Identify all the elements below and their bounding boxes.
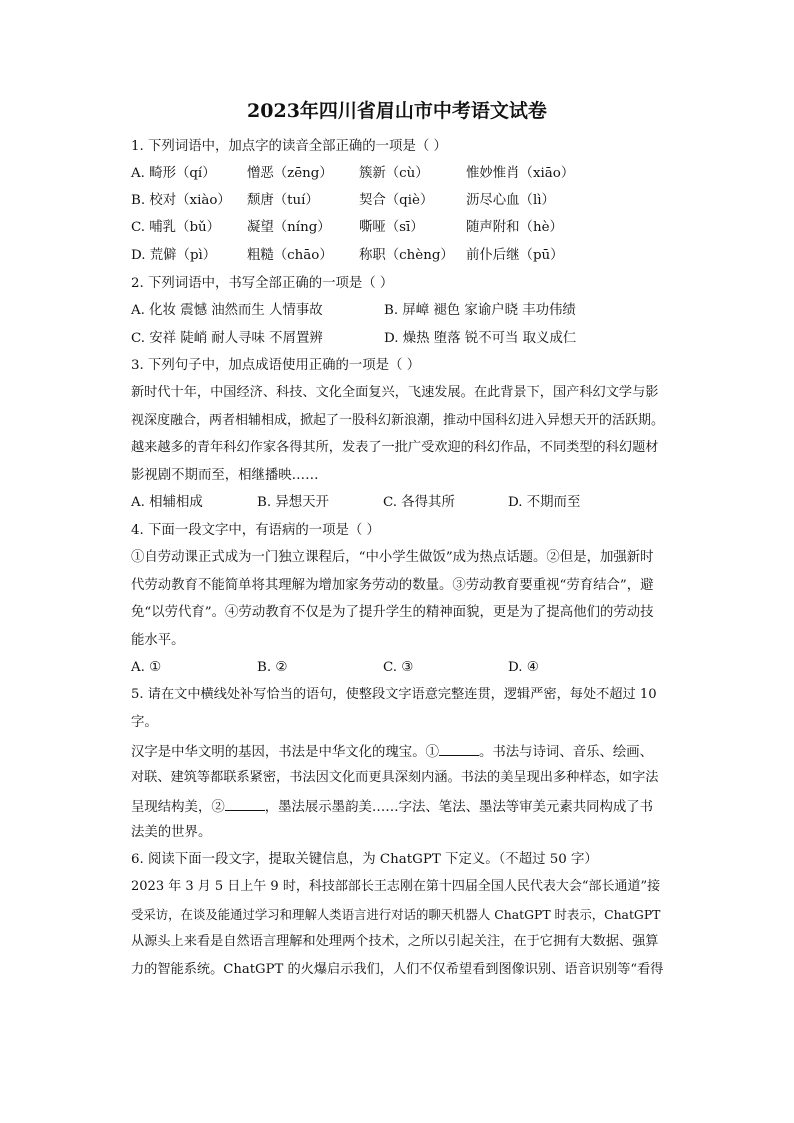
q2-option-c: C. 安祥 陡峭 耐人寻味 不屑置辨	[131, 331, 323, 346]
q1-option-c-3: 嘶哑（sī）	[359, 220, 424, 235]
q6-passage-line: 从源头上来看是自然语言理解和处理两个技术，之所以引起关注，在于它拥有大数据、强算	[131, 934, 659, 949]
q1-option-c-2: 凝望（níng）	[247, 220, 331, 235]
q3-passage-line: 越来越多的青年科幻作家各得其所，发表了一批广受欢迎的科幻作品，不同类型的科幻题材	[131, 440, 659, 455]
q1-option-d-3: 称职（chèng）	[359, 248, 454, 263]
q5-text: ，墨法展示墨韵美……字法、笔法、墨法等审美元素共同构成了书	[264, 800, 654, 815]
q1-option-b-1: B. 校对（xiào）	[131, 193, 231, 208]
blank-2[interactable]	[225, 796, 265, 811]
q5-stem-continued: 字。	[131, 715, 158, 730]
q1-option-a-3: 簇新（cù）	[359, 166, 429, 181]
q1-option-a-2: 憎恶（zēng）	[247, 166, 333, 181]
q1-option-d-4: 前仆后继（pū）	[466, 248, 564, 263]
q6-stem: 6. 阅读下面一段文字，提取关键信息，为 ChatGPT 下定义。（不超过 50 字）	[131, 852, 598, 867]
q4-passage-line: 代劳动教育不能简单将其理解为增加家务劳动的数量。③劳动教育要重视“劳育结合”，避	[131, 578, 654, 593]
q1-option-a-4: 惟妙惟肖（xiāo）	[466, 166, 575, 181]
q4-option-d: D. ④	[508, 660, 539, 675]
q6-passage-line: 2023 年 3 月 5 日上午 9 时，科技部部长王志刚在第十四届全国人民代表大会“部长通道”接	[131, 879, 661, 894]
q3-option-a: A. 相辅相成	[131, 495, 203, 510]
q1-option-b-3: 契合（qiè）	[359, 193, 434, 208]
q3-stem: 3. 下列句子中，加点成语使用正确的一项是（ ）	[131, 358, 421, 373]
q5-passage-line: 法美的世界。	[131, 825, 212, 840]
q5-text: 汉字是中华文明的基因，书法是中华文化的瑰宝。①	[131, 745, 439, 760]
q5-text: 呈现结构美，②	[131, 800, 225, 815]
q5-passage-line	[131, 796, 653, 817]
q5-text: 。书法与诗词、音乐、绘画、	[478, 745, 654, 760]
q1-option-d-2: 粗糙（chāo）	[247, 248, 333, 263]
q1-stem: 1. 下列词语中，加点字的读音全部正确的一项是（ ）	[131, 139, 447, 154]
q6-passage-line: 受采访，在谈及能通过学习和理解人类语言进行对话的聊天机器人 ChatGPT 时表示，ChatGPT	[131, 907, 661, 922]
q3-option-b: B. 异想天开	[257, 495, 329, 510]
q2-stem: 2. 下列词语中，书写全部正确的一项是（ ）	[131, 276, 394, 291]
q4-option-a: A. ①	[131, 660, 162, 675]
q2-option-d: D. 燥热 堕落 锐不可当 取义成仁	[384, 331, 577, 346]
q4-passage-line: 免“以劳代育”。④劳动教育不仅是为了提升学生的精神面貌，更是为了提高他们的劳动技	[131, 605, 654, 620]
q3-option-c: C. 各得其所	[383, 495, 455, 510]
q1-option-c-1: C. 哺乳（bǔ）	[131, 220, 221, 235]
q3-option-d: D. 不期而至	[508, 495, 581, 510]
q2-option-a: A. 化妆 震憾 油然而生 人情事故	[131, 303, 323, 318]
page-title: 2023年四川省眉山市中考语文试卷	[247, 100, 547, 122]
q1-option-d-1: D. 荒僻（pì）	[131, 248, 217, 263]
q4-option-c: C. ③	[383, 660, 414, 675]
q4-passage-line: 能水平。	[131, 633, 185, 648]
q4-passage-line: ①自劳动课正式成为一门独立课程后，“中小学生做饭”成为热点话题。②但是，加强新时	[131, 550, 654, 565]
q4-stem: 4. 下面一段文字中，有语病的一项是（ ）	[131, 523, 380, 538]
q1-option-a-1: A. 畸形（qí）	[131, 166, 216, 181]
q5-passage-line: 对联、建筑等都联系紧密，书法因文化而更具深刻内涵。书法的美呈现出多种样态，如字法	[131, 770, 659, 785]
q1-option-b-4: 沥尽心血（lì）	[466, 193, 555, 208]
q3-passage-line: 影视剧不期而至，相继播映……	[131, 468, 319, 483]
q6-passage-line: 力的智能系统。ChatGPT 的火爆启示我们，人们不仅希望看到图像识别、语音识别等“看得	[131, 962, 664, 977]
q3-passage-line: 视深度融合，两者相辅相成，掀起了一股科幻新浪潮，推动中国科幻进入异想天开的活跃期。	[131, 413, 665, 428]
q4-option-b: B. ②	[257, 660, 288, 675]
q3-passage-line: 新时代十年，中国经济、科技、文化全面复兴，飞速发展。在此背景下，国产科幻文学与影	[131, 385, 659, 400]
q5-stem: 5. 请在文中横线处补写恰当的语句，使整段文字语意完整连贯，逻辑严密，每处不超过 10	[131, 687, 657, 702]
blank-1[interactable]	[439, 741, 479, 756]
q2-option-b: B. 屏嶂 褪色 家谕户晓 丰功伟绩	[384, 303, 576, 318]
q1-option-c-4: 随声附和（hè）	[466, 220, 563, 235]
q5-passage-line	[131, 741, 653, 762]
q1-option-b-2: 颓唐（tuí）	[247, 193, 319, 208]
